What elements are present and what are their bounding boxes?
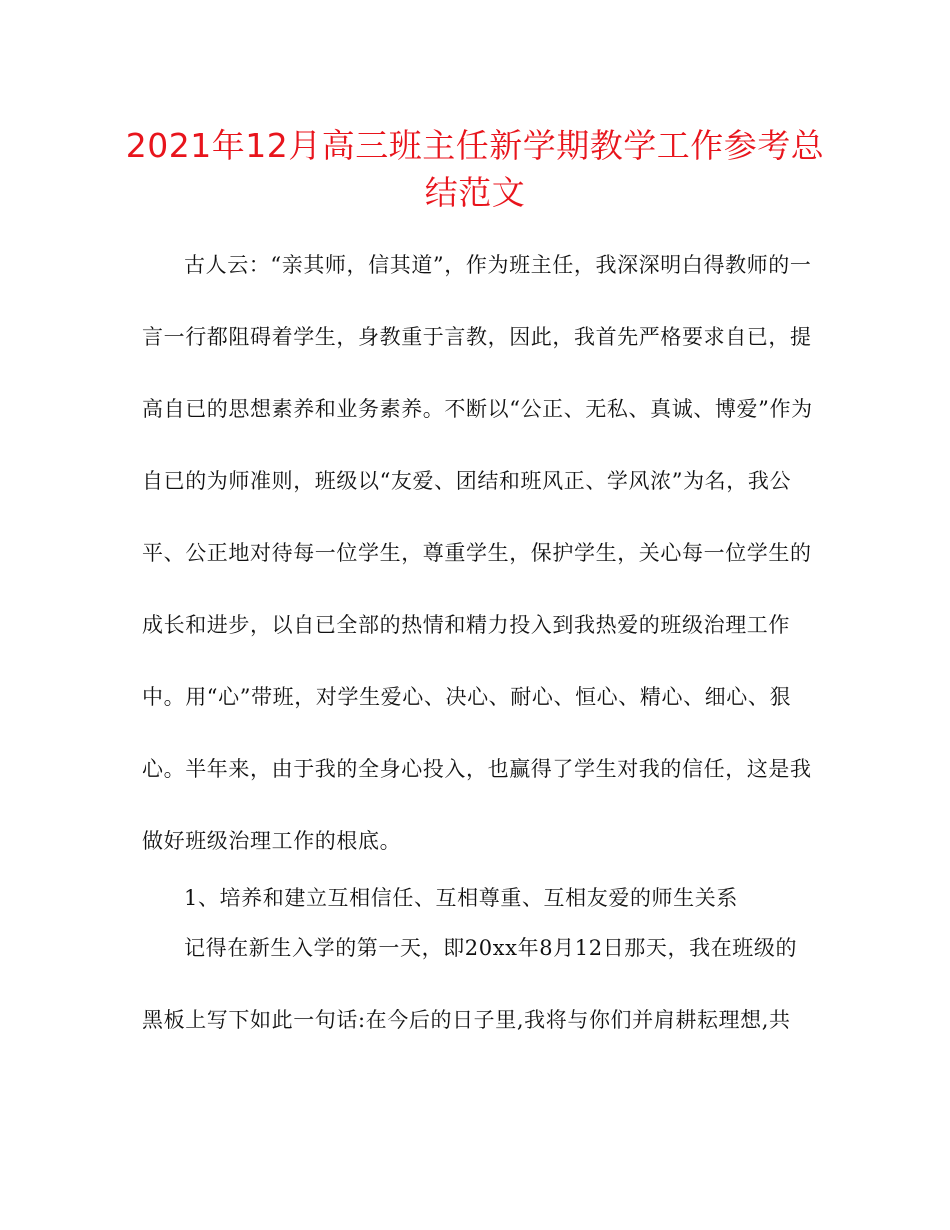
document-title: 2021年12月高三班主任新学期教学工作参考总结范文 (125, 126, 825, 212)
paragraph: 古人云：“亲其师，信其道”，作为班主任，我深深明白得教师的一言一行都阻碍着学生，身教重于言教，因此，我首先严格要求自已，提高自已的思想素养和业务素养。不断以“公正、无私、真诚、博爱”作为自已的为师准则，班级以“友爱、团结和班风正、学风浓”为名，我公平、公正地对待每一位学生，尊重学生，保护学生，关心每一位学生的成长和进步，以自已全部的热情和精力投入到我热爱的班级治理工作中。用“心”带班，对学生爱心、决心、耐心、恒心、精心、细心、狠心。半年来，由于我的全身心投入，也赢得了学生对我的信任，这是我做好班级治理工作的根底。 (142, 253, 813, 853)
document-body (142, 229, 814, 1056)
paragraph: 记得在新生入学的第一天，即20xx年8月12日那天，我在班级的黑板上写下如此一句话:在今后的日子里,我将与你们并肩耕耘理想,共 (142, 936, 798, 1032)
section-heading: 1、培养和建立互相信任、互相尊重、互相友爱的师生关系 (184, 886, 738, 910)
